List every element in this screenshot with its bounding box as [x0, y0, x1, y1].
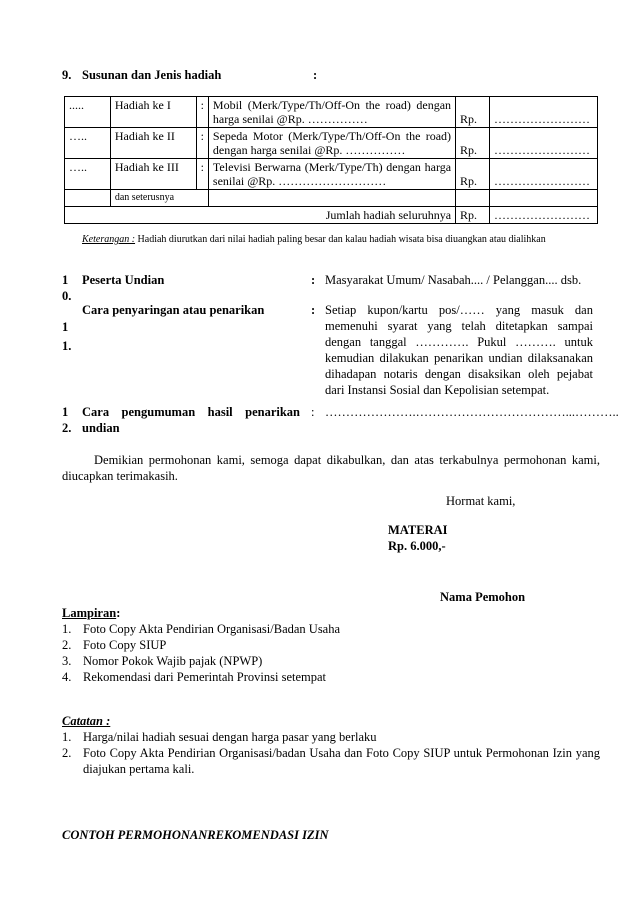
- list-item-number: 2.: [62, 638, 72, 652]
- notes-title: Catatan :: [62, 714, 111, 728]
- prize-colon: :: [196, 159, 208, 190]
- attachments-title: Lampiran: [62, 606, 117, 620]
- prize-colon: :: [196, 97, 208, 128]
- section-9-number: 9.: [62, 68, 72, 82]
- attachments-colon: :: [116, 606, 121, 620]
- prize-dots: …..: [65, 159, 111, 190]
- section-10-colon: :: [311, 273, 316, 287]
- section-11-value: Setiap kupon/kartu pos/…… yang masuk dan memenuhi syarat yang telah ditetapkan sampai dengan tanggal …………. Pukul ………. untuk kemudian dilakukan penarikan undian dilaksanakan dihadapan notaris dengan disaksikan oleh pejabat dari Instansi Sosial dan Kepolisian setempat.: [325, 303, 593, 397]
- list-item-text: Foto Copy Akta Pendirian Organisasi/Badan Usaha: [83, 622, 341, 636]
- prize-description: Televisi Berwarna (Merk/Type/Th) dengan harga senilai @Rp. ………………………: [208, 159, 455, 190]
- list-item-text: Foto Copy Akta Pendirian Organisasi/badan Usaha dan Foto Copy SIUP untuk Permohonan Izin yang diajukan pertama kali.: [83, 746, 600, 776]
- total-rp: Rp.: [456, 207, 490, 224]
- section-12-value: ………………….………………………………...………..: [325, 405, 619, 419]
- prize-amount: ……………………: [489, 97, 597, 128]
- list-item-number: 3.: [62, 654, 72, 668]
- prize-dots: …..: [65, 128, 111, 159]
- footer-title: CONTOH PERMOHONANREKOMENDASI IZIN: [62, 828, 329, 842]
- section-11-number: 11.: [62, 320, 72, 353]
- attachments-list: [62, 605, 340, 685]
- table-row: [65, 159, 598, 190]
- table-note: [82, 234, 602, 245]
- list-item: [62, 729, 600, 745]
- section-11-label: Cara penyaringan atau penarikan: [82, 303, 265, 317]
- prize-description: Mobil (Merk/Type/Th/Off-On the road) dengan harga senilai @Rp. ……………: [208, 97, 455, 128]
- list-item-number: 1.: [62, 730, 72, 744]
- prize-amount: ……………………: [489, 159, 597, 190]
- closing-paragraph: Demikian permohonan kami, semoga dapat dikabulkan, dan atas terkabulnya permohonan kami, diucapkan terimakasih.: [62, 453, 600, 483]
- list-item-text: Foto Copy SIUP: [83, 638, 167, 652]
- table-row: [65, 207, 598, 224]
- prize-colon: :: [196, 128, 208, 159]
- list-item: [62, 745, 600, 777]
- total-label: Jumlah hadiah seluruhnya: [65, 207, 456, 224]
- section-10-value: Masyarakat Umum/ Nasabah.... / Pelanggan.... dsb.: [325, 273, 582, 287]
- prize-amount: ……………………: [489, 128, 597, 159]
- section-10-label: Peserta Undian: [82, 273, 165, 287]
- total-amount: ……………………: [489, 207, 597, 224]
- table-row: [65, 97, 598, 128]
- prize-etc: dan seterusnya: [110, 190, 208, 207]
- section-9-title: Susunan dan Jenis hadiah: [82, 68, 222, 82]
- applicant-name: Nama Pemohon: [440, 590, 526, 604]
- section-9-colon: :: [313, 68, 318, 82]
- prize-label: Hadiah ke I: [110, 97, 196, 128]
- table-row: [65, 190, 598, 207]
- list-item-text: Rekomendasi dari Pemerintah Provinsi setempat: [83, 670, 327, 684]
- list-item-text: Nomor Pokok Wajib pajak (NPWP): [83, 654, 263, 668]
- note-label: Keterangan :: [82, 234, 136, 245]
- list-item: [62, 621, 340, 637]
- prize-table: [64, 96, 598, 224]
- list-item-number: 2.: [62, 746, 72, 760]
- prize-rp: Rp.: [456, 159, 490, 190]
- regards-text: Hormat kami,: [446, 494, 516, 508]
- prize-label: Hadiah ke III: [110, 159, 196, 190]
- list-item-number: 4.: [62, 670, 72, 684]
- section-12-colon: :: [311, 405, 315, 419]
- prize-rp: Rp.: [456, 97, 490, 128]
- prize-description: Sepeda Motor (Merk/Type/Th/Off-On the road) dengan harga senilai @Rp. ……………: [208, 128, 455, 159]
- prize-dots: .....: [65, 97, 111, 128]
- list-item-number: 1.: [62, 622, 72, 636]
- list-item: [62, 653, 340, 669]
- section-12-number: 12.: [62, 405, 72, 435]
- attachments-heading: [62, 605, 340, 621]
- prize-label: Hadiah ke II: [110, 128, 196, 159]
- stamp-label: MATERAI: [388, 523, 448, 537]
- notes-list: [62, 713, 600, 777]
- section-10-number: 10.: [62, 273, 72, 303]
- section-12-label: Cara pengumuman hasil penarikan undian: [82, 405, 300, 435]
- note-text: Hadiah diurutkan dari nilai hadiah paling besar dan kalau hadiah wisata bisa diuangkan atau dialihkan: [137, 234, 546, 245]
- prize-rp: Rp.: [456, 128, 490, 159]
- list-item-text: Harga/nilai hadiah sesuai dengan harga pasar yang berlaku: [83, 730, 377, 744]
- stamp-amount: Rp. 6.000,-: [388, 539, 446, 553]
- list-item: [62, 637, 340, 653]
- table-row: [65, 128, 598, 159]
- list-item: [62, 669, 340, 685]
- section-11-colon: :: [311, 303, 316, 317]
